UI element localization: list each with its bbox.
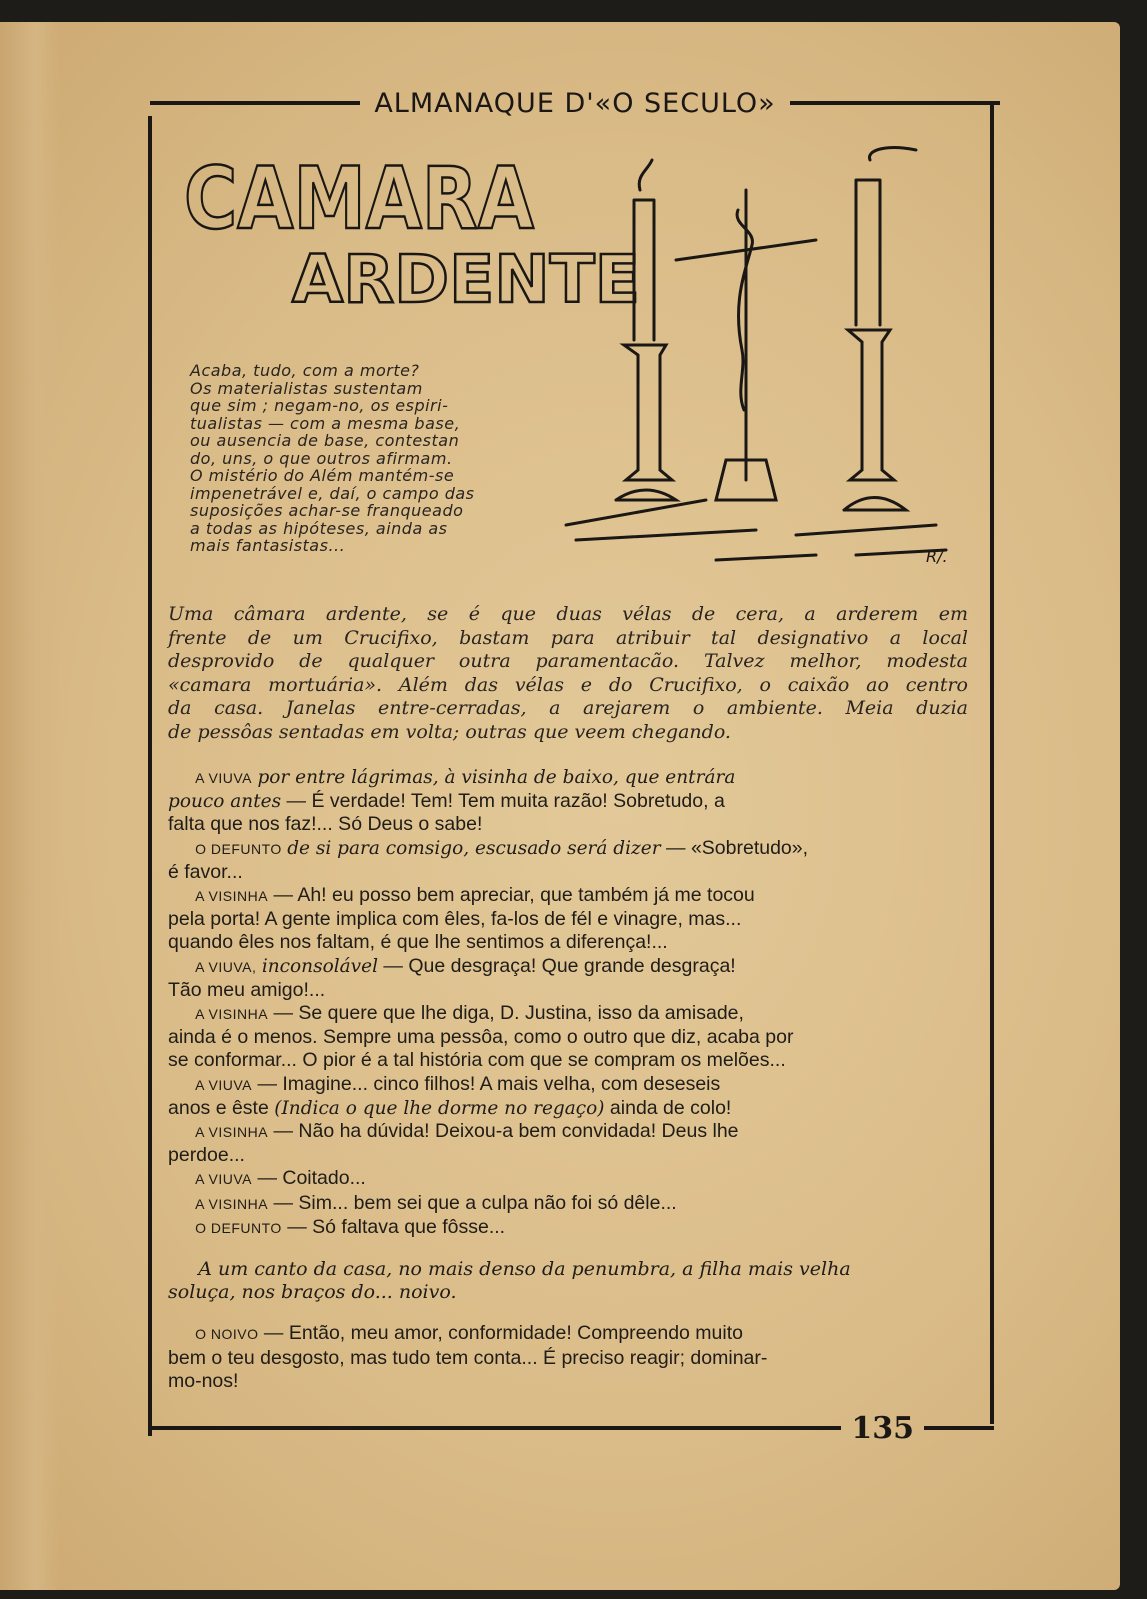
- intro-line: a todas as hipóteses, ainda as: [190, 518, 448, 538]
- speech-text: — Sim... bem sei que a culpa não foi só dêle...: [273, 1191, 677, 1214]
- dialogue-line: quando êles nos faltam, é que lhe sentimos a diferença!...: [168, 931, 668, 954]
- intro-line: mais fantasistas...: [190, 536, 346, 555]
- lead-line: Uma câmara ardente, se é que duas vélas de cera, a arderem em: [168, 603, 968, 625]
- speech-text: — Não ha dúvida! Deixou-a bem convidada! Deus lhe: [273, 1120, 739, 1143]
- speaker-label: A VIUVA: [195, 1171, 253, 1188]
- lead-line: da casa. Janelas entre-cerradas, a arejarem o ambiente. Meia duzia: [168, 697, 968, 720]
- intro-line: que sim ; negam-no, os espiri-: [190, 396, 449, 415]
- speech-text: — Então, meu amor, conformidade! Compreendo muito: [263, 1322, 743, 1345]
- right-candle-flame: [869, 148, 916, 160]
- dialogue-line: perdoe...: [168, 1144, 245, 1167]
- title-line-2: ARDENTE: [292, 241, 640, 310]
- speaker-label: A VIUVA: [195, 770, 253, 786]
- left-candle-flame: [639, 160, 652, 190]
- dialogue-line: [168, 1167, 968, 1191]
- intro-line: tualistas — com a mesma base,: [190, 413, 461, 433]
- left-candle: [634, 200, 654, 340]
- stage-direction: inconsolável: [261, 955, 378, 977]
- speaker-label: A VIUVA,: [195, 958, 257, 975]
- intro-line: impenetrável e, daí, o campo das: [190, 483, 475, 503]
- paragraph-gap: [168, 1304, 968, 1322]
- stage-direction: (Indica o que lhe dorme no regaço): [274, 1097, 605, 1119]
- speech-text: — «Sobretudo»,: [666, 836, 809, 859]
- dialogue-line: pela porta! A gente implica com êles, fa-los de fél e vinagre, mas...: [168, 908, 742, 931]
- dialogue-line: [168, 837, 968, 861]
- dialogue-line: [168, 790, 968, 813]
- intro-line: O mistério do Além mantém-se: [190, 466, 455, 485]
- frame-left-rule: [148, 116, 152, 1436]
- narration-text: A um canto da casa, no mais denso da penumbra, a filha mais velha: [198, 1258, 851, 1281]
- speaker-label: O DEFUNTO: [195, 1219, 282, 1236]
- speaker-label: A VIUVA: [195, 1076, 253, 1093]
- dialogue-line: falta que nos faz!... Só Deus o sabe!: [168, 813, 483, 836]
- dialogue-line: bem o teu desgosto, mas tudo tem conta... É preciso reagir; dominar-: [168, 1346, 768, 1369]
- speech-text: — Ah! eu posso bem apreciar, que também já me tocou: [273, 884, 755, 907]
- intro-line: ou ausencia de base, contestan: [190, 431, 460, 450]
- right-candlestick-base: [844, 498, 906, 511]
- left-candlestick: [624, 345, 672, 480]
- dialogue-line: [168, 1192, 968, 1216]
- intro-line: do, uns, o que outros afirmam.: [190, 448, 453, 468]
- crucifix: [676, 190, 816, 480]
- dialogue-line: [168, 1322, 968, 1346]
- dialogue-line: [168, 1097, 968, 1120]
- dialogue-line: Tão meu amigo!...: [168, 978, 326, 1001]
- page-spine: [0, 22, 60, 1590]
- speech-text: — É verdade! Tem! Tem muita razão! Sobretudo, a: [286, 790, 725, 813]
- stage-direction: de si para comsigo, escusado será dizer: [287, 837, 661, 859]
- lead-line: frente de um Crucifixo, bastam para atribuir tal designativo a local: [168, 626, 968, 649]
- right-candlestick: [848, 330, 894, 480]
- speaker-label: A VISINHA: [195, 1006, 269, 1023]
- left-candlestick-base: [616, 490, 676, 500]
- running-header: [150, 86, 1000, 120]
- candles-crucifix-illustration: [556, 130, 966, 570]
- dialogue-line: [168, 955, 968, 979]
- lead-line: «camara mortuária». Além das vélas e do Crucifixo, o caixão ao centro: [168, 673, 968, 696]
- speech-text: — Coitado...: [257, 1167, 366, 1190]
- frame-right-rule: [990, 104, 994, 1424]
- dialogue-line: ainda é o menos. Sempre uma pessôa, como o outro que diz, acaba por: [168, 1026, 794, 1049]
- header-title: ALMANAQUE D'«O SECULO»: [374, 87, 776, 119]
- page-footer: [150, 1410, 994, 1446]
- intro-line: Acaba, tudo, com a morte?: [190, 361, 420, 380]
- speaker-label: O DEFUNTO: [195, 840, 282, 857]
- italic-narration-line: [168, 1258, 968, 1281]
- lead-paragraph: [168, 603, 968, 745]
- dialogue-line: [168, 884, 968, 908]
- dialogue-line: [168, 766, 968, 790]
- dialogue: [168, 766, 968, 1393]
- dialogue-line: [168, 1120, 968, 1144]
- dialogue-line: é favor...: [168, 860, 243, 883]
- intro-line: Os materialistas sustentam: [190, 378, 423, 398]
- page-number: 135: [851, 1410, 914, 1446]
- speaker-label: A VISINHA: [195, 888, 269, 905]
- paragraph-gap: [168, 1240, 968, 1258]
- speaker-label: A VISINHA: [195, 1195, 269, 1212]
- footer-rule-right: [924, 1426, 994, 1430]
- dialogue-line: se conformar... O pior é a tal história com que se compram os melões...: [168, 1049, 786, 1072]
- right-candle: [856, 180, 880, 325]
- dialogue-line: mo-nos!: [168, 1369, 239, 1392]
- intro-paragraph: [190, 362, 520, 555]
- stage-direction: por entre lágrimas, à visinha de baixo, que entrára: [257, 767, 736, 788]
- dialogue-line: [168, 1073, 968, 1097]
- intro-line: suposições achar-se franqueado: [190, 501, 464, 520]
- title-line-1: CAMARA: [184, 150, 535, 249]
- speaker-label: O NOIVO: [195, 1326, 259, 1343]
- lead-line: desprovido de qualquer outra paramentacão. Talvez melhor, modesta: [168, 650, 968, 673]
- header-rule-right: [790, 101, 1000, 105]
- header-rule-left: [150, 101, 360, 105]
- speech-text: — Se quere que lhe diga, D. Justina, isso da amisade,: [273, 1002, 744, 1025]
- speech-text: — Imagine... cinco filhos! A mais velha, com deseseis: [257, 1072, 721, 1095]
- stage-direction: pouco antes: [168, 791, 282, 813]
- dialogue-line: [168, 1216, 968, 1240]
- speech-text: — Que desgraça! Que grande desgraça!: [383, 954, 736, 977]
- speaker-label: A VISINHA: [195, 1124, 269, 1141]
- lead-line: de pessôas sentadas em volta; outras que veem chegando.: [168, 720, 731, 743]
- speech-text: ainda de colo!: [609, 1096, 732, 1119]
- illustration-signature: R/.: [926, 547, 948, 566]
- footer-rule-left: [150, 1426, 841, 1430]
- dialogue-line: [168, 1002, 968, 1026]
- italic-narration-line: soluça, nos braços do... noivo.: [168, 1281, 457, 1304]
- speech-text: anos e êste: [168, 1096, 269, 1119]
- speech-text: — Só faltava que fôsse...: [287, 1215, 506, 1238]
